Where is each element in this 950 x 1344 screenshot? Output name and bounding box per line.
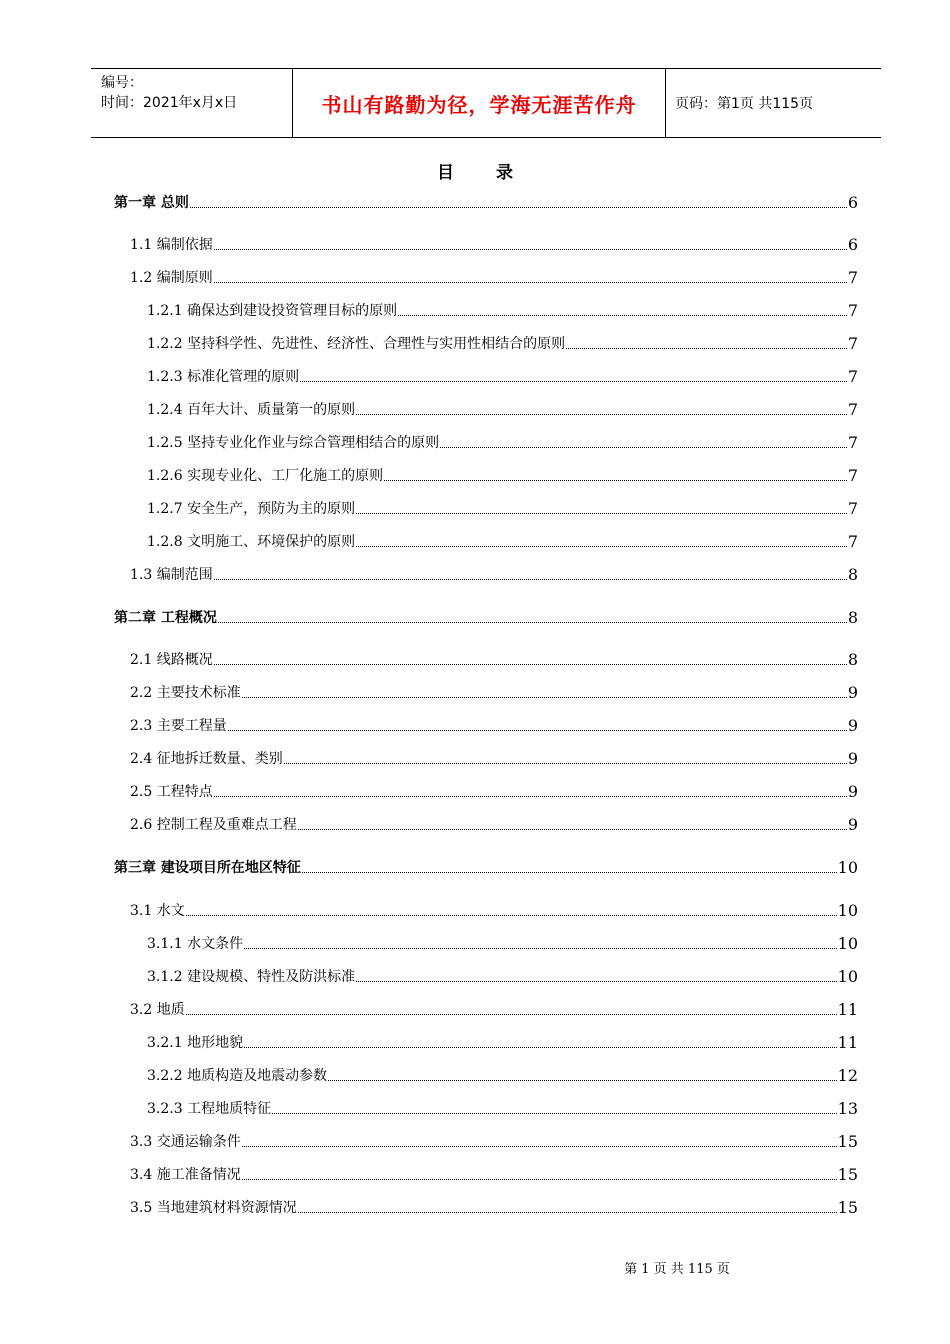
toc-entry[interactable] — [147, 463, 858, 485]
toc-entry-page: 15 — [837, 1132, 858, 1151]
toc-dot-leader — [356, 546, 847, 547]
toc-entry[interactable] — [130, 1162, 858, 1184]
toc-entry[interactable] — [130, 265, 858, 287]
toc-entry-label: 2.5 工程特点 — [130, 784, 213, 800]
toc-entry-page: 10 — [837, 858, 858, 877]
toc-entry-page: 7 — [847, 433, 858, 452]
toc-entry-label: 1.2.1 确保达到建设投资管理目标的原则 — [147, 303, 398, 319]
toc-entry-label: 3.1.2 建设规模、特性及防洪标准 — [147, 969, 356, 985]
toc-entry-label: 2.6 控制工程及重难点工程 — [130, 817, 297, 833]
toc-entry-label: 2.2 主要技术标准 — [130, 685, 241, 701]
toc-dot-leader — [384, 480, 847, 481]
toc-entry[interactable] — [147, 430, 858, 452]
toc-entry-page: 8 — [847, 608, 858, 627]
toc-entry[interactable] — [147, 298, 858, 320]
toc-entry-page: 15 — [837, 1165, 858, 1184]
toc-entry-page: 11 — [837, 1033, 858, 1052]
time-label: 时间：2021年x月x日 — [101, 95, 238, 111]
toc-entry-label: 第三章 建设项目所在地区特征 — [114, 860, 301, 876]
toc-entry[interactable] — [130, 779, 858, 801]
toc-dot-leader — [298, 829, 847, 830]
toc-dot-leader — [300, 381, 847, 382]
toc-dot-leader — [272, 1113, 837, 1114]
toc-entry[interactable] — [130, 812, 858, 834]
header-motto: 书山有路勤为径，学海无涯苦作舟 — [321, 92, 637, 117]
toc-entry-label: 1.3 编制范围 — [130, 567, 213, 583]
toc-entry-page: 7 — [847, 532, 858, 551]
toc-entry-page: 8 — [847, 565, 858, 584]
toc-entry[interactable] — [147, 1096, 858, 1118]
toc-entry-label: 第一章 总则 — [114, 195, 189, 211]
header-page-number: 页码：第1页 共115页 — [675, 96, 814, 112]
toc-entry-page: 8 — [847, 650, 858, 669]
toc-entry-label: 3.2.3 工程地质特征 — [147, 1101, 272, 1117]
toc-entry-label: 1.2.5 坚持专业化作业与综合管理相结合的原则 — [147, 435, 440, 451]
toc-dot-leader — [566, 348, 847, 349]
toc-entry-label: 1.2.8 文明施工、环境保护的原则 — [147, 534, 356, 550]
toc-dot-leader — [356, 981, 837, 982]
toc-title: 目 录 — [437, 163, 531, 183]
toc-entry-page: 10 — [837, 901, 858, 920]
toc-dot-leader — [186, 915, 837, 916]
toc-entry-label: 3.5 当地建筑材料资源情况 — [130, 1200, 297, 1216]
code-label: 编号： — [101, 75, 143, 91]
toc-dot-leader — [214, 664, 847, 665]
toc-entry-page: 7 — [847, 367, 858, 386]
toc-entry[interactable] — [130, 997, 858, 1019]
toc-dot-leader — [242, 1146, 837, 1147]
toc-entry[interactable] — [130, 680, 858, 702]
toc-entry-page: 12 — [837, 1066, 858, 1085]
toc-dot-leader — [186, 1014, 837, 1015]
toc-entry-label: 3.1.1 水文条件 — [147, 936, 244, 952]
toc-entry[interactable] — [130, 562, 858, 584]
toc-dot-leader — [440, 447, 847, 448]
toc-entry-label: 2.1 线路概况 — [130, 652, 213, 668]
toc-entry-label: 1.2 编制原则 — [130, 270, 213, 286]
toc-dot-leader — [190, 207, 847, 208]
toc-entry-label: 1.2.2 坚持科学性、先进性、经济性、合理性与实用性相结合的原则 — [147, 336, 566, 352]
toc-dot-leader — [228, 730, 847, 731]
toc-entry[interactable] — [114, 190, 858, 212]
toc-entry-page: 9 — [847, 815, 858, 834]
toc-dot-leader — [302, 872, 837, 873]
toc-dot-leader — [244, 948, 837, 949]
toc-entry-label: 3.2 地质 — [130, 1002, 185, 1018]
toc-entry-page: 15 — [837, 1198, 858, 1217]
toc-entry-label: 1.2.4 百年大计、质量第一的原则 — [147, 402, 356, 418]
toc-dot-leader — [214, 249, 847, 250]
toc-dot-leader — [214, 282, 847, 283]
toc-entry-label: 3.1 水文 — [130, 903, 185, 919]
footer-page-label: 第 1 页 共 115 页 — [624, 1262, 730, 1277]
toc-entry[interactable] — [130, 647, 858, 669]
toc-dot-leader — [214, 579, 847, 580]
toc-entry-page: 10 — [837, 967, 858, 986]
toc-dot-leader — [398, 315, 847, 316]
toc-entry[interactable] — [147, 331, 858, 353]
toc-entry[interactable] — [114, 605, 858, 627]
toc-entry-page: 9 — [847, 683, 858, 702]
toc-entry-page: 7 — [847, 400, 858, 419]
toc-entry[interactable] — [130, 713, 858, 735]
toc-entry[interactable] — [130, 1195, 858, 1217]
toc-dot-leader — [244, 1047, 837, 1048]
toc-entry[interactable] — [114, 855, 858, 877]
toc-dot-leader — [356, 414, 847, 415]
toc-entry-page: 7 — [847, 466, 858, 485]
toc-entry-label: 3.2.2 地质构造及地震动参数 — [147, 1068, 328, 1084]
toc-entry[interactable] — [147, 931, 858, 953]
toc-entry-label: 2.4 征地拆迁数量、类别 — [130, 751, 283, 767]
page-footer — [0, 1258, 950, 1277]
toc-dot-leader — [284, 763, 847, 764]
toc-entry-label: 1.1 编制依据 — [130, 237, 213, 253]
toc-entry-page: 9 — [847, 749, 858, 768]
toc-entry-page: 6 — [847, 193, 858, 212]
toc-entry[interactable] — [130, 746, 858, 768]
toc-dot-leader — [214, 796, 847, 797]
toc-entry[interactable] — [147, 496, 858, 518]
toc-dot-leader — [242, 1179, 837, 1180]
toc-entry-page: 7 — [847, 268, 858, 287]
toc-entry-label: 第二章 工程概况 — [114, 610, 217, 626]
toc-entry[interactable] — [130, 898, 858, 920]
toc-entry-page: 7 — [847, 499, 858, 518]
toc-entry-page: 7 — [847, 301, 858, 320]
toc-entry[interactable] — [147, 1063, 858, 1085]
toc-entry-label: 1.2.3 标准化管理的原则 — [147, 369, 300, 385]
toc-dot-leader — [356, 513, 847, 514]
toc-entry[interactable] — [147, 1030, 858, 1052]
toc-entry[interactable] — [147, 397, 858, 419]
toc-entry[interactable] — [147, 964, 858, 986]
toc-entry-page: 11 — [837, 1000, 858, 1019]
toc-entry-label: 3.2.1 地形地貌 — [147, 1035, 244, 1051]
toc-entry[interactable] — [147, 529, 858, 551]
toc-entry-label: 2.3 主要工程量 — [130, 718, 227, 734]
toc-entry[interactable] — [130, 232, 858, 254]
toc-entry-label: 1.2.7 安全生产，预防为主的原则 — [147, 501, 356, 517]
toc-entry-page: 7 — [847, 334, 858, 353]
toc-entry[interactable] — [130, 1129, 858, 1151]
toc-dot-leader — [242, 697, 847, 698]
toc-dot-leader — [218, 622, 847, 623]
toc-entry-page: 13 — [837, 1099, 858, 1118]
toc-entry-label: 3.4 施工准备情况 — [130, 1167, 241, 1183]
toc-dot-leader — [328, 1080, 837, 1081]
toc-dot-leader — [298, 1212, 837, 1213]
toc-entry-label: 3.3 交通运输条件 — [130, 1134, 241, 1150]
toc-entry-page: 9 — [847, 782, 858, 801]
toc-entry-page: 10 — [837, 934, 858, 953]
toc-entry[interactable] — [147, 364, 858, 386]
toc-entry-label: 1.2.6 实现专业化、工厂化施工的原则 — [147, 468, 384, 484]
toc-entry-page: 9 — [847, 716, 858, 735]
toc-entry-page: 6 — [847, 235, 858, 254]
